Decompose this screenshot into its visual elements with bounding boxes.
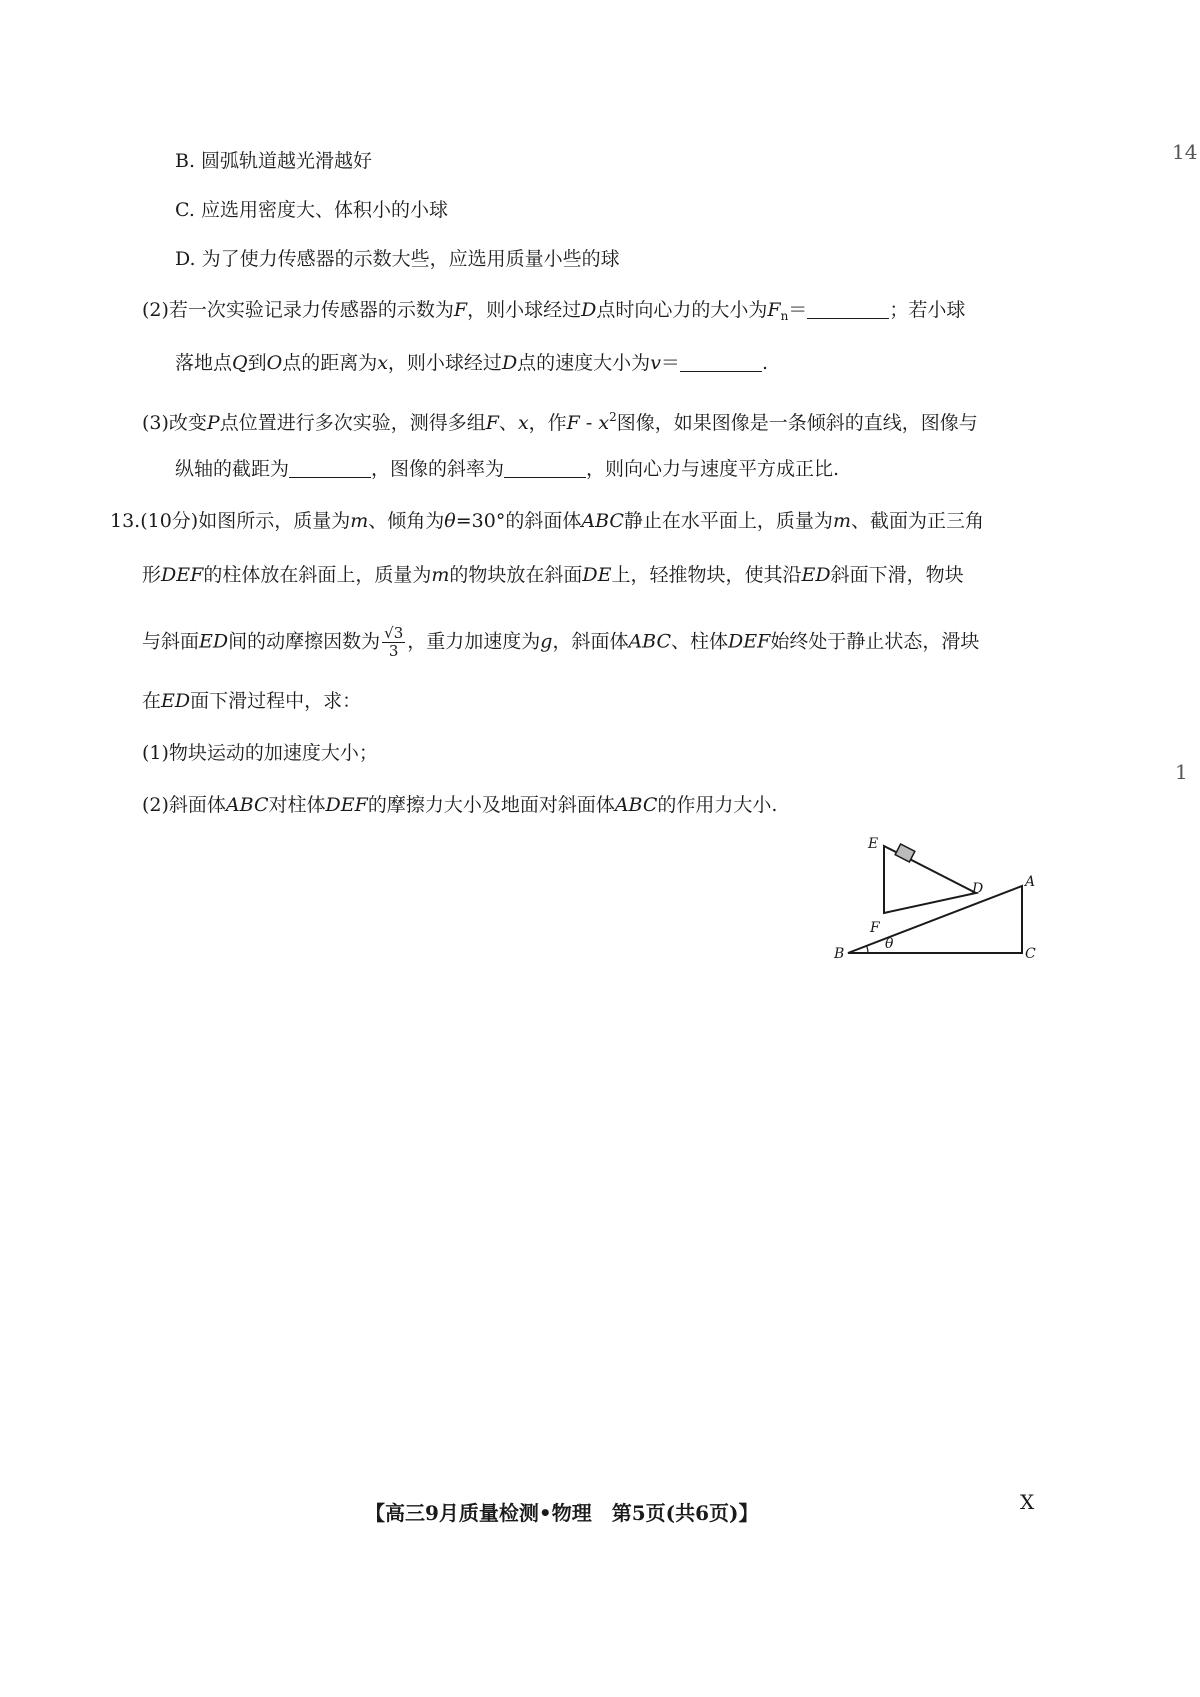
q13-line4: 在ED面下滑过程中，求：	[142, 690, 362, 712]
label-f: F	[870, 920, 880, 936]
page-footer: 【高三9月质量检测•物理 第5页(共6页)】	[365, 1501, 759, 1525]
q13-sub1: (1)物块运动的加速度大小；	[142, 742, 378, 764]
q12-part2-line2: 落地点Q到O点的距离为x，则小球经过D点的速度大小为v＝ .	[175, 352, 768, 374]
option-d: D. 为了使力传感器的示数大些，应选用质量小些的球	[175, 248, 620, 270]
q13-line2: 形DEF的柱体放在斜面上，质量为m的物块放在斜面DE上，轻推物块，使其沿ED斜面下滑，物块	[142, 564, 964, 586]
label-e: E	[868, 836, 879, 852]
margin-number-top: 14	[1172, 140, 1198, 164]
option-c: C. 应选用密度大、体积小的小球	[175, 199, 448, 221]
q12-part3-line2: 纵轴的截距为 ，图像的斜率为 ，则向心力与速度平方成正比.	[175, 458, 840, 480]
label-a: A	[1025, 874, 1036, 890]
q12-part3-line1: (3)改变P点位置进行多次实验，测得多组F、x，作F - $x^2$图像，如果图像是一条倾斜的直线，图像与	[142, 410, 978, 434]
q13-sub2: (2)斜面体ABC对柱体DEF的摩擦力大小及地面对斜面体ABC的作用力大小.	[142, 794, 778, 816]
margin-number-mid: 1	[1175, 760, 1188, 784]
q12-part2-line1: (2)若一次实验记录力传感器的示数为F，则小球经过D点时向心力的大小为$F_n=$ ；若小球	[142, 299, 966, 323]
theta-angle-arc	[867, 946, 868, 953]
q13-line3: 与斜面ED间的动摩擦因数为 $\frac{√3}{3}$ ，重力加速度为g，斜面体ABC、柱体DEF始终处于静止状态，滑块	[142, 624, 980, 660]
friction-coefficient-fraction: $\frac{√3}{3}$	[384, 624, 404, 660]
label-theta: θ	[885, 936, 894, 952]
label-d: D	[972, 881, 984, 897]
option-b: B. 圆弧轨道越光滑越好	[175, 150, 373, 172]
label-c: C	[1025, 946, 1036, 962]
margin-mark-x: X	[1020, 1490, 1035, 1514]
label-b: B	[834, 946, 845, 962]
q13-line1: 13.(10分)如图所示，质量为m、倾角为θ=30°的斜面体ABC静止在水平面上，质量为m、截面为正三角	[110, 510, 984, 532]
